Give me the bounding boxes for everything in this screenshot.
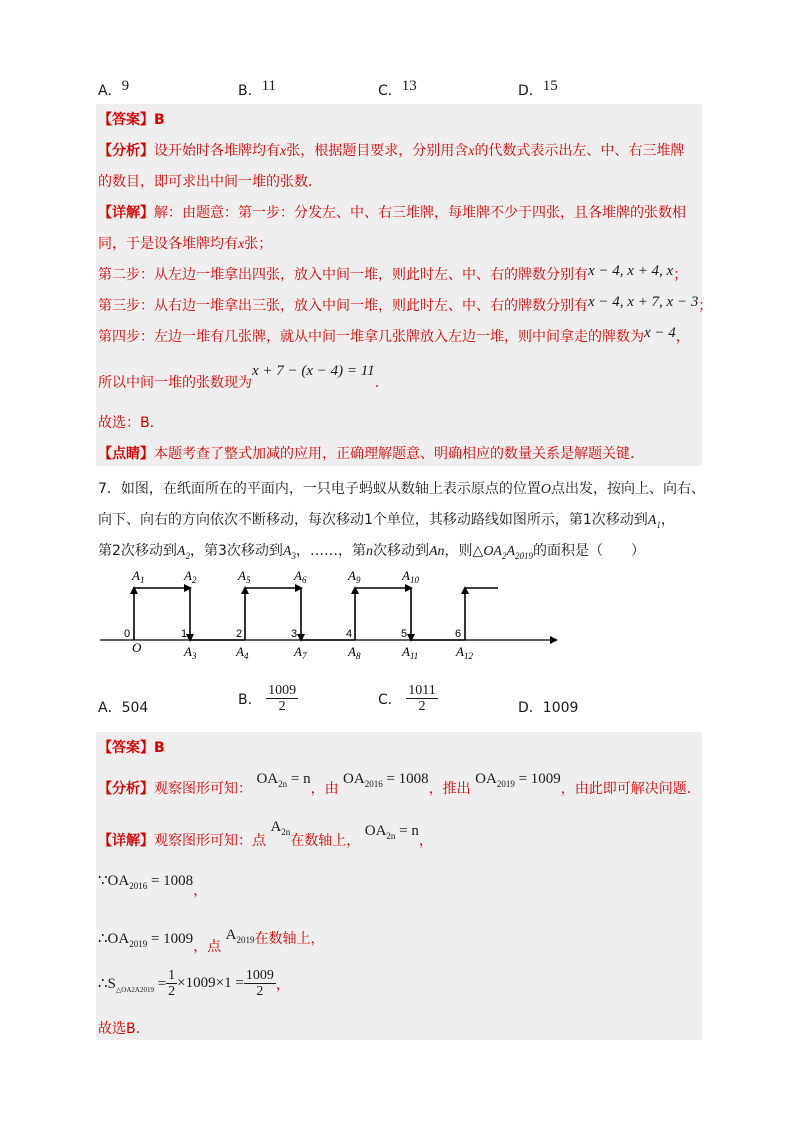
text: 向下、向右的方向依次不断移动，每次移动1个单位，其移动路线如图所示，第1次移动到 — [98, 512, 648, 528]
option-label: A． — [98, 700, 122, 716]
fraction — [406, 683, 437, 715]
q6-option-b — [238, 80, 276, 100]
axis-number-0: 0 — [124, 628, 131, 640]
q7-option-d — [518, 697, 578, 717]
q7-choose: 故选B. — [98, 1021, 141, 1037]
answer-value: B — [154, 740, 165, 756]
q7-stem-line2: 向下、向右的方向依次不断移动，每次移动1个单位，其移动路线如图所示，第1次移动到$A_1$， — [98, 512, 675, 530]
text: 解：由题意：第一步：分发左、中、右三堆牌，每堆牌不少于四张，且各堆牌的张数相 — [154, 205, 686, 221]
math-oa2n: $OA_{2n} = n$ — [256, 771, 311, 789]
fraction — [266, 683, 298, 715]
var-x: x — [238, 237, 245, 252]
text: ，第3次移动到 — [189, 543, 283, 559]
text: 第2次移动到 — [98, 543, 177, 559]
q6-detail-line1 — [98, 202, 686, 222]
detail-tag: 【详解】 — [98, 833, 154, 849]
fraction-half: $\frac{1}{2}$ — [168, 968, 176, 1000]
text: 的面积是（ ） — [533, 543, 646, 559]
math-expr: x − 4 — [644, 325, 676, 341]
var-A: A — [506, 544, 516, 559]
text: ，推出 — [428, 781, 471, 797]
math-expr: x − 4, x + 7, x − 3 — [588, 294, 699, 310]
var-n: n — [365, 544, 373, 559]
text: 7．如图，在纸面所在的平面内，一只电子蚂蚁从数轴上表示原点的位置 — [98, 481, 541, 497]
text: 观察图形可知： — [154, 781, 252, 797]
math-times: ×1009×1 = — [177, 975, 244, 992]
text: 张； — [244, 236, 273, 252]
q6-analysis-line1 — [98, 140, 684, 160]
label-A8: $A_8$ — [348, 644, 361, 661]
q6-detail-line2 — [98, 233, 272, 253]
text: 第三步：从右边一堆拿出三张，放入中间一堆，则此时左、中、右的牌数分别有 — [98, 298, 588, 314]
option-label: D． — [518, 83, 543, 99]
detail-tag: 【详解】 — [98, 205, 154, 221]
q7-stem-line3: 第2次移动到$A_2$，第3次移动到$A_3$，……，第n次移动到An，则$\triangle OA_2A_{2019}$的面积是（ ） — [98, 543, 646, 561]
q6-step3: 第三步：从右边一堆拿出三张，放入中间一堆，则此时左、中、右的牌数分别有x − 4, x + 7, x − 3； — [98, 294, 713, 314]
label-A1: $A_1$ — [132, 568, 145, 585]
q6-choose: 故选：B. — [98, 415, 155, 431]
text: ，……，第 — [295, 543, 366, 559]
math-oa2n-2: $OA_{2n} = n$ — [364, 823, 419, 841]
text: 的代数式表示出左、中、右三堆牌 — [474, 143, 685, 159]
q6-option-d — [518, 80, 558, 100]
label-A12: $A_{12}$ — [456, 644, 473, 661]
q7-option-c — [378, 683, 438, 715]
text: ，则△ — [444, 543, 484, 559]
option-value: 13 — [401, 78, 417, 94]
math-because: $\because OA_{2016} = 1008$ — [98, 873, 194, 891]
label-A2: $A_2$ — [184, 568, 197, 585]
label-A5: $A_5$ — [238, 568, 251, 585]
option-label: A． — [98, 83, 122, 99]
option-value: 15 — [542, 78, 558, 94]
label-A7: $A_7$ — [294, 644, 307, 661]
q6-step4: 第四步：左边一堆有几张牌，就从中间一堆拿几张牌放入左边一堆，则中间拿走的牌数为x − 4， — [98, 325, 690, 345]
option-value: 9 — [121, 78, 130, 94]
var-An: An — [428, 544, 445, 559]
math-oa2016: $OA_{2016} = 1008$ — [343, 771, 429, 789]
math-oa2019: $OA_{2019} = 1009$ — [475, 771, 561, 789]
axis-number-5: 5 — [401, 628, 408, 640]
text: 设开始时各堆牌均有 — [154, 143, 280, 159]
text: 所以中间一堆的张数现为 — [98, 375, 252, 391]
numerator: 1009 — [268, 683, 297, 698]
label-A10: $A_{10}$ — [402, 568, 419, 585]
label-A9: $A_9$ — [348, 568, 361, 585]
var-x: x — [468, 144, 475, 159]
text: 在数轴上， — [290, 833, 361, 849]
axis-number-4: 4 — [346, 628, 353, 640]
label-origin-O: O — [132, 640, 142, 655]
math-expr: x − 4, x + 4, x — [588, 263, 674, 279]
axis-number-2: 2 — [236, 628, 243, 640]
numerator: 1011 — [408, 683, 436, 698]
q6-answer — [98, 109, 165, 129]
option-label: D． — [518, 700, 543, 716]
text: 同，于是设各堆牌均有 — [98, 236, 238, 252]
q7-stem-line1 — [98, 478, 705, 498]
text: 第四步：左边一堆有几张牌，就从中间一堆拿几张牌放入左边一堆，则中间拿走的牌数为 — [98, 329, 644, 345]
option-label: C． — [378, 83, 402, 99]
answer-tag: 【答案】 — [98, 112, 154, 128]
ant-path-figure — [96, 564, 576, 664]
text: ，点 — [193, 939, 222, 955]
q7-area: $\therefore S_{\triangle OA2A2019}$ = $\frac{1}{2}$ ×1009×1 = $\frac{1009}{2}$ ， — [98, 968, 290, 1000]
q6-step2: 第二步：从左边一堆拿出四张，放入中间一堆，则此时左、中、右的牌数分别有x − 4, x + 4, x； — [98, 263, 688, 283]
math-therefore: $\therefore OA_{2019} = 1009$ — [98, 931, 194, 949]
label-A11: $A_{11}$ — [402, 644, 419, 661]
var-O: O — [540, 482, 552, 497]
math-a2n: $A_{2n}$ — [270, 819, 291, 837]
text: 次移动到 — [372, 543, 429, 559]
analysis-tag: 【分析】 — [98, 143, 154, 159]
q7-answer — [98, 737, 165, 757]
q6-option-c — [378, 80, 417, 100]
label-A6: $A_6$ — [294, 568, 307, 585]
q7-detail: 【详解】观察图形可知：点 $A_{2n}$在数轴上， $OA_{2n} = n$， — [98, 819, 433, 849]
math-expr: x + 7 − (x − 4) = 11 — [252, 363, 375, 379]
q7-therefore — [98, 927, 325, 955]
comment-tag: 【点睛】 — [98, 446, 154, 462]
text: 第二步：从左边一堆拿出四张，放入中间一堆，则此时左、中、右的牌数分别有 — [98, 267, 588, 283]
axis-number-6: 6 — [455, 628, 462, 640]
option-value: 504 — [121, 700, 149, 716]
answer-tag: 【答案】 — [98, 740, 154, 756]
text: 本题考查了整式加减的应用，正确理解题意、明确相应的数量关系是解题关键. — [154, 446, 635, 462]
var-A: A — [282, 544, 292, 559]
q7-analysis — [98, 771, 692, 799]
math-area: $\therefore S_{\triangle OA2A2019}$ = — [98, 975, 167, 994]
var-OA: OA — [483, 544, 502, 559]
denominator: 2 — [418, 699, 426, 715]
answer-value: B — [154, 112, 165, 128]
var-A: A — [647, 513, 657, 528]
label-A3: $A_3$ — [184, 644, 197, 661]
option-label: C． — [378, 691, 402, 708]
text: 在数轴上， — [254, 931, 325, 947]
q6-comment — [98, 443, 634, 463]
axis-number-1: 1 — [181, 628, 188, 640]
math-a2019: $A_{2019}$ — [225, 927, 255, 945]
q6-analysis-line2: 的数目，即可求出中间一堆的张数. — [98, 174, 313, 190]
analysis-tag: 【分析】 — [98, 781, 154, 797]
text: 观察图形可知：点 — [154, 833, 266, 849]
var-x: x — [280, 144, 287, 159]
q6-result: 所以中间一堆的张数现为x + 7 − (x − 4) = 11. — [98, 363, 380, 391]
var-A: A — [176, 544, 186, 559]
q7-option-b — [238, 683, 298, 715]
q6-option-a — [98, 80, 129, 100]
text: ，由 — [310, 781, 339, 797]
option-value: 11 — [261, 78, 277, 94]
option-label: B． — [238, 83, 262, 99]
axis-number-3: 3 — [291, 628, 298, 640]
q7-option-a — [98, 697, 148, 717]
fraction-result: $\frac{1009}{2}$ — [245, 968, 274, 1000]
denominator: 2 — [278, 699, 286, 715]
option-value: 1009 — [542, 700, 579, 716]
option-label: B． — [238, 691, 262, 708]
label-A4: $A_4$ — [236, 644, 249, 661]
text: ，由此即可解决问题. — [560, 781, 692, 797]
text: 张，根据题目要求，分别用含 — [286, 143, 469, 159]
q7-because: $\because OA_{2016} = 1008$， — [98, 873, 208, 899]
text: 点出发，按向上、向右、 — [551, 481, 706, 497]
